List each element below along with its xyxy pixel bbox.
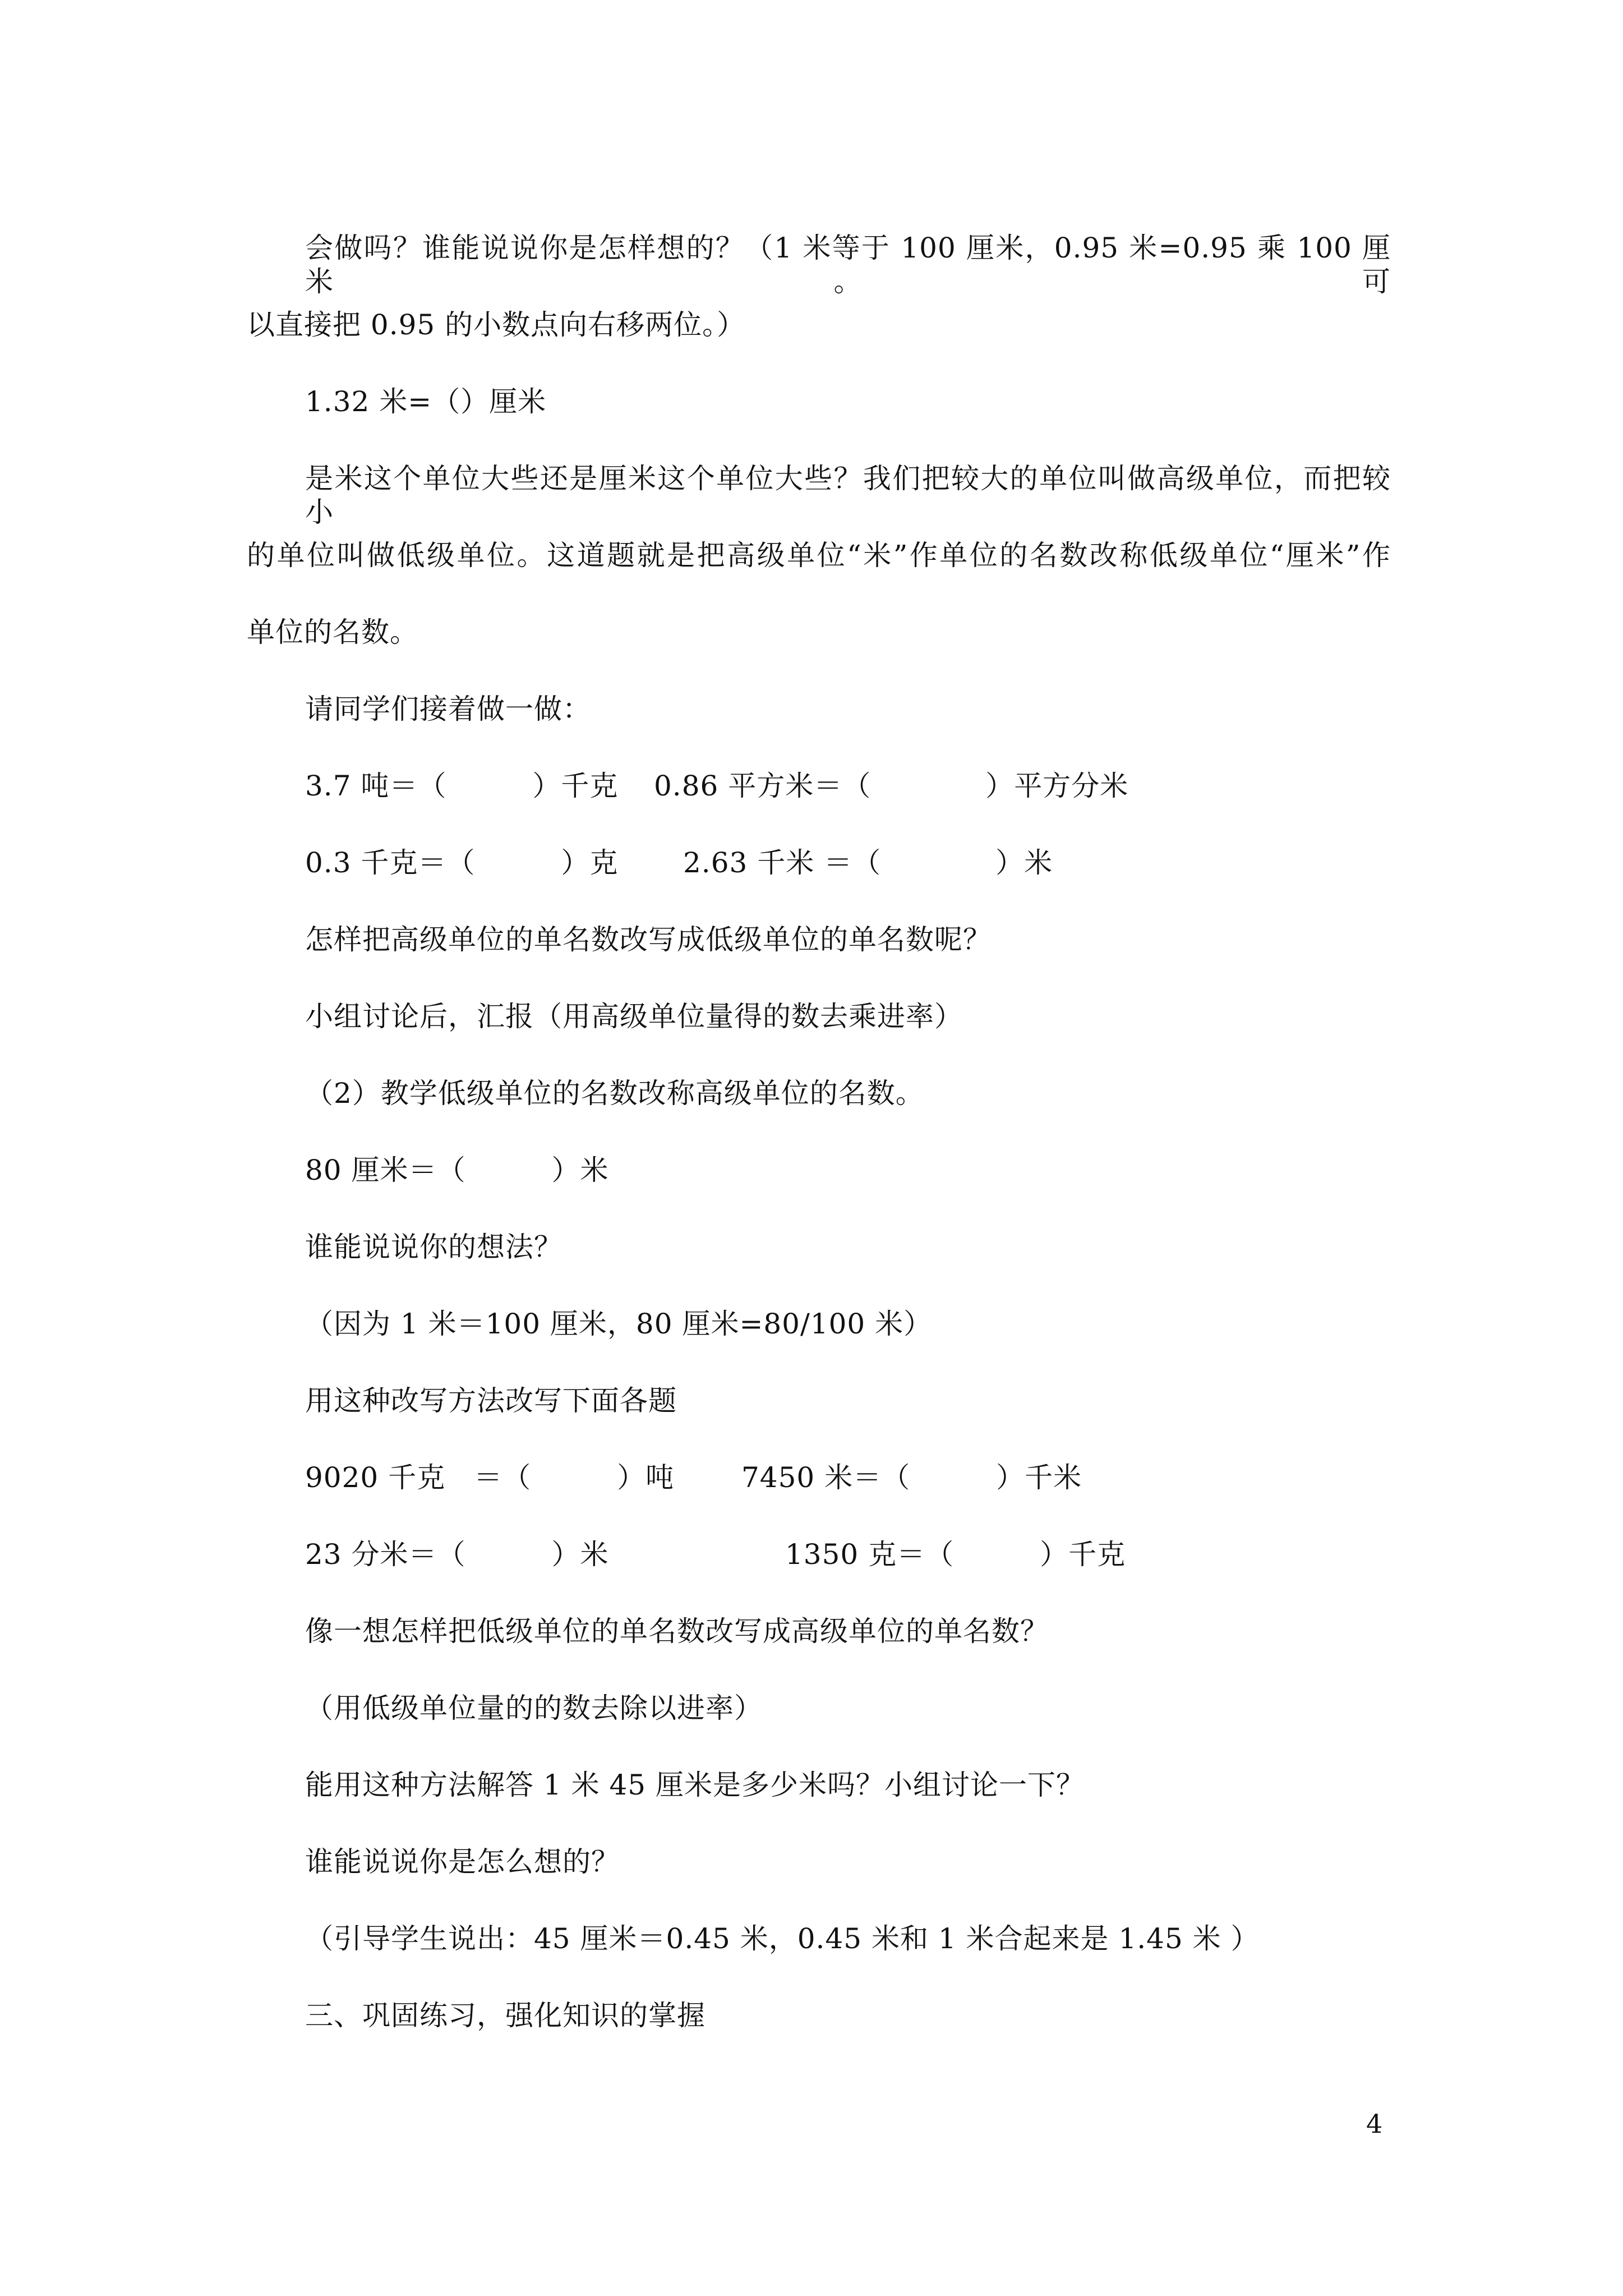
paragraph-3-line-1: 是米这个单位大些还是厘米这个单位大些？我们把较大的单位叫做高级单位，而把较小 bbox=[305, 462, 1391, 528]
paragraph-1-line-1: 会做吗？谁能说说你是怎样想的？（1 米等于 100 厘米，0.95 米=0.95 乘 100 厘米。可 bbox=[305, 232, 1391, 298]
paragraph-10: （因为 1 米＝100 厘米，80 厘米=80/100 米） bbox=[305, 1308, 933, 1340]
paragraph-1-line-2: 以直接把 0.95 的小数点向右移两位。） bbox=[247, 309, 746, 341]
paragraph-15: 谁能说说你是怎么想的？ bbox=[305, 1846, 620, 1878]
page-number: 4 bbox=[1366, 2109, 1383, 2139]
exercise-2b: 2.63 千米 ＝（ ）米 bbox=[683, 846, 1053, 879]
paragraph-3-line-3: 单位的名数。 bbox=[247, 616, 418, 648]
paragraph-16: （引导学生说出：45 厘米＝0.45 米，0.45 米和 1 米合起来是 1.45 米 ） bbox=[305, 1922, 1260, 1955]
exercise-row-4 bbox=[0, 1538, 1623, 1672]
paragraph-4: 请同学们接着做一做： bbox=[305, 693, 591, 725]
section-heading: 三、巩固练习，强化知识的掌握 bbox=[305, 1999, 706, 2032]
exercise-row-2 bbox=[0, 846, 1623, 981]
exercise-3a: 9020 千克 ＝（ ）吨 bbox=[305, 1461, 675, 1494]
paragraph-5: 怎样把高级单位的单名数改写成低级单位的单名数呢？ bbox=[305, 923, 992, 956]
exercise-4a: 23 分米＝（ ）米 bbox=[305, 1538, 609, 1571]
paragraph-13: （用低级单位量的的数去除以进率） bbox=[305, 1692, 763, 1724]
paragraph-6: 小组讨论后，汇报（用高级单位量得的数去乘进率） bbox=[305, 1000, 963, 1033]
paragraph-14: 能用这种方法解答 1 米 45 厘米是多少米吗？小组讨论一下？ bbox=[305, 1769, 1085, 1801]
paragraph-3-line-2: 的单位叫做低级单位。这道题就是把高级单位“米”作单位的名数改称低级单位“厘米”作 bbox=[247, 539, 1391, 572]
exercise-4b: 1350 克＝（ ）千克 bbox=[785, 1538, 1126, 1571]
paragraph-12: 像一想怎样把低级单位的单名数改写成高级单位的单名数？ bbox=[305, 1615, 1049, 1648]
paragraph-2: 1.32 米=（）厘米 bbox=[305, 385, 547, 418]
exercise-3b: 7450 米＝（ ）千米 bbox=[741, 1461, 1082, 1494]
exercise-1b: 0.86 平方米＝（ ）平方分米 bbox=[654, 770, 1129, 802]
exercise-2a: 0.3 千克＝（ ）克 bbox=[305, 846, 619, 879]
paragraph-9: 谁能说说你的想法？ bbox=[305, 1231, 562, 1263]
exercise-1a: 3.7 吨＝（ ）千克 bbox=[305, 770, 619, 802]
paragraph-11: 用这种改写方法改写下面各题 bbox=[305, 1384, 677, 1417]
paragraph-8: 80 厘米＝（ ）米 bbox=[305, 1154, 609, 1186]
paragraph-7: （2）教学低级单位的名数改称高级单位的名数。 bbox=[305, 1077, 924, 1110]
